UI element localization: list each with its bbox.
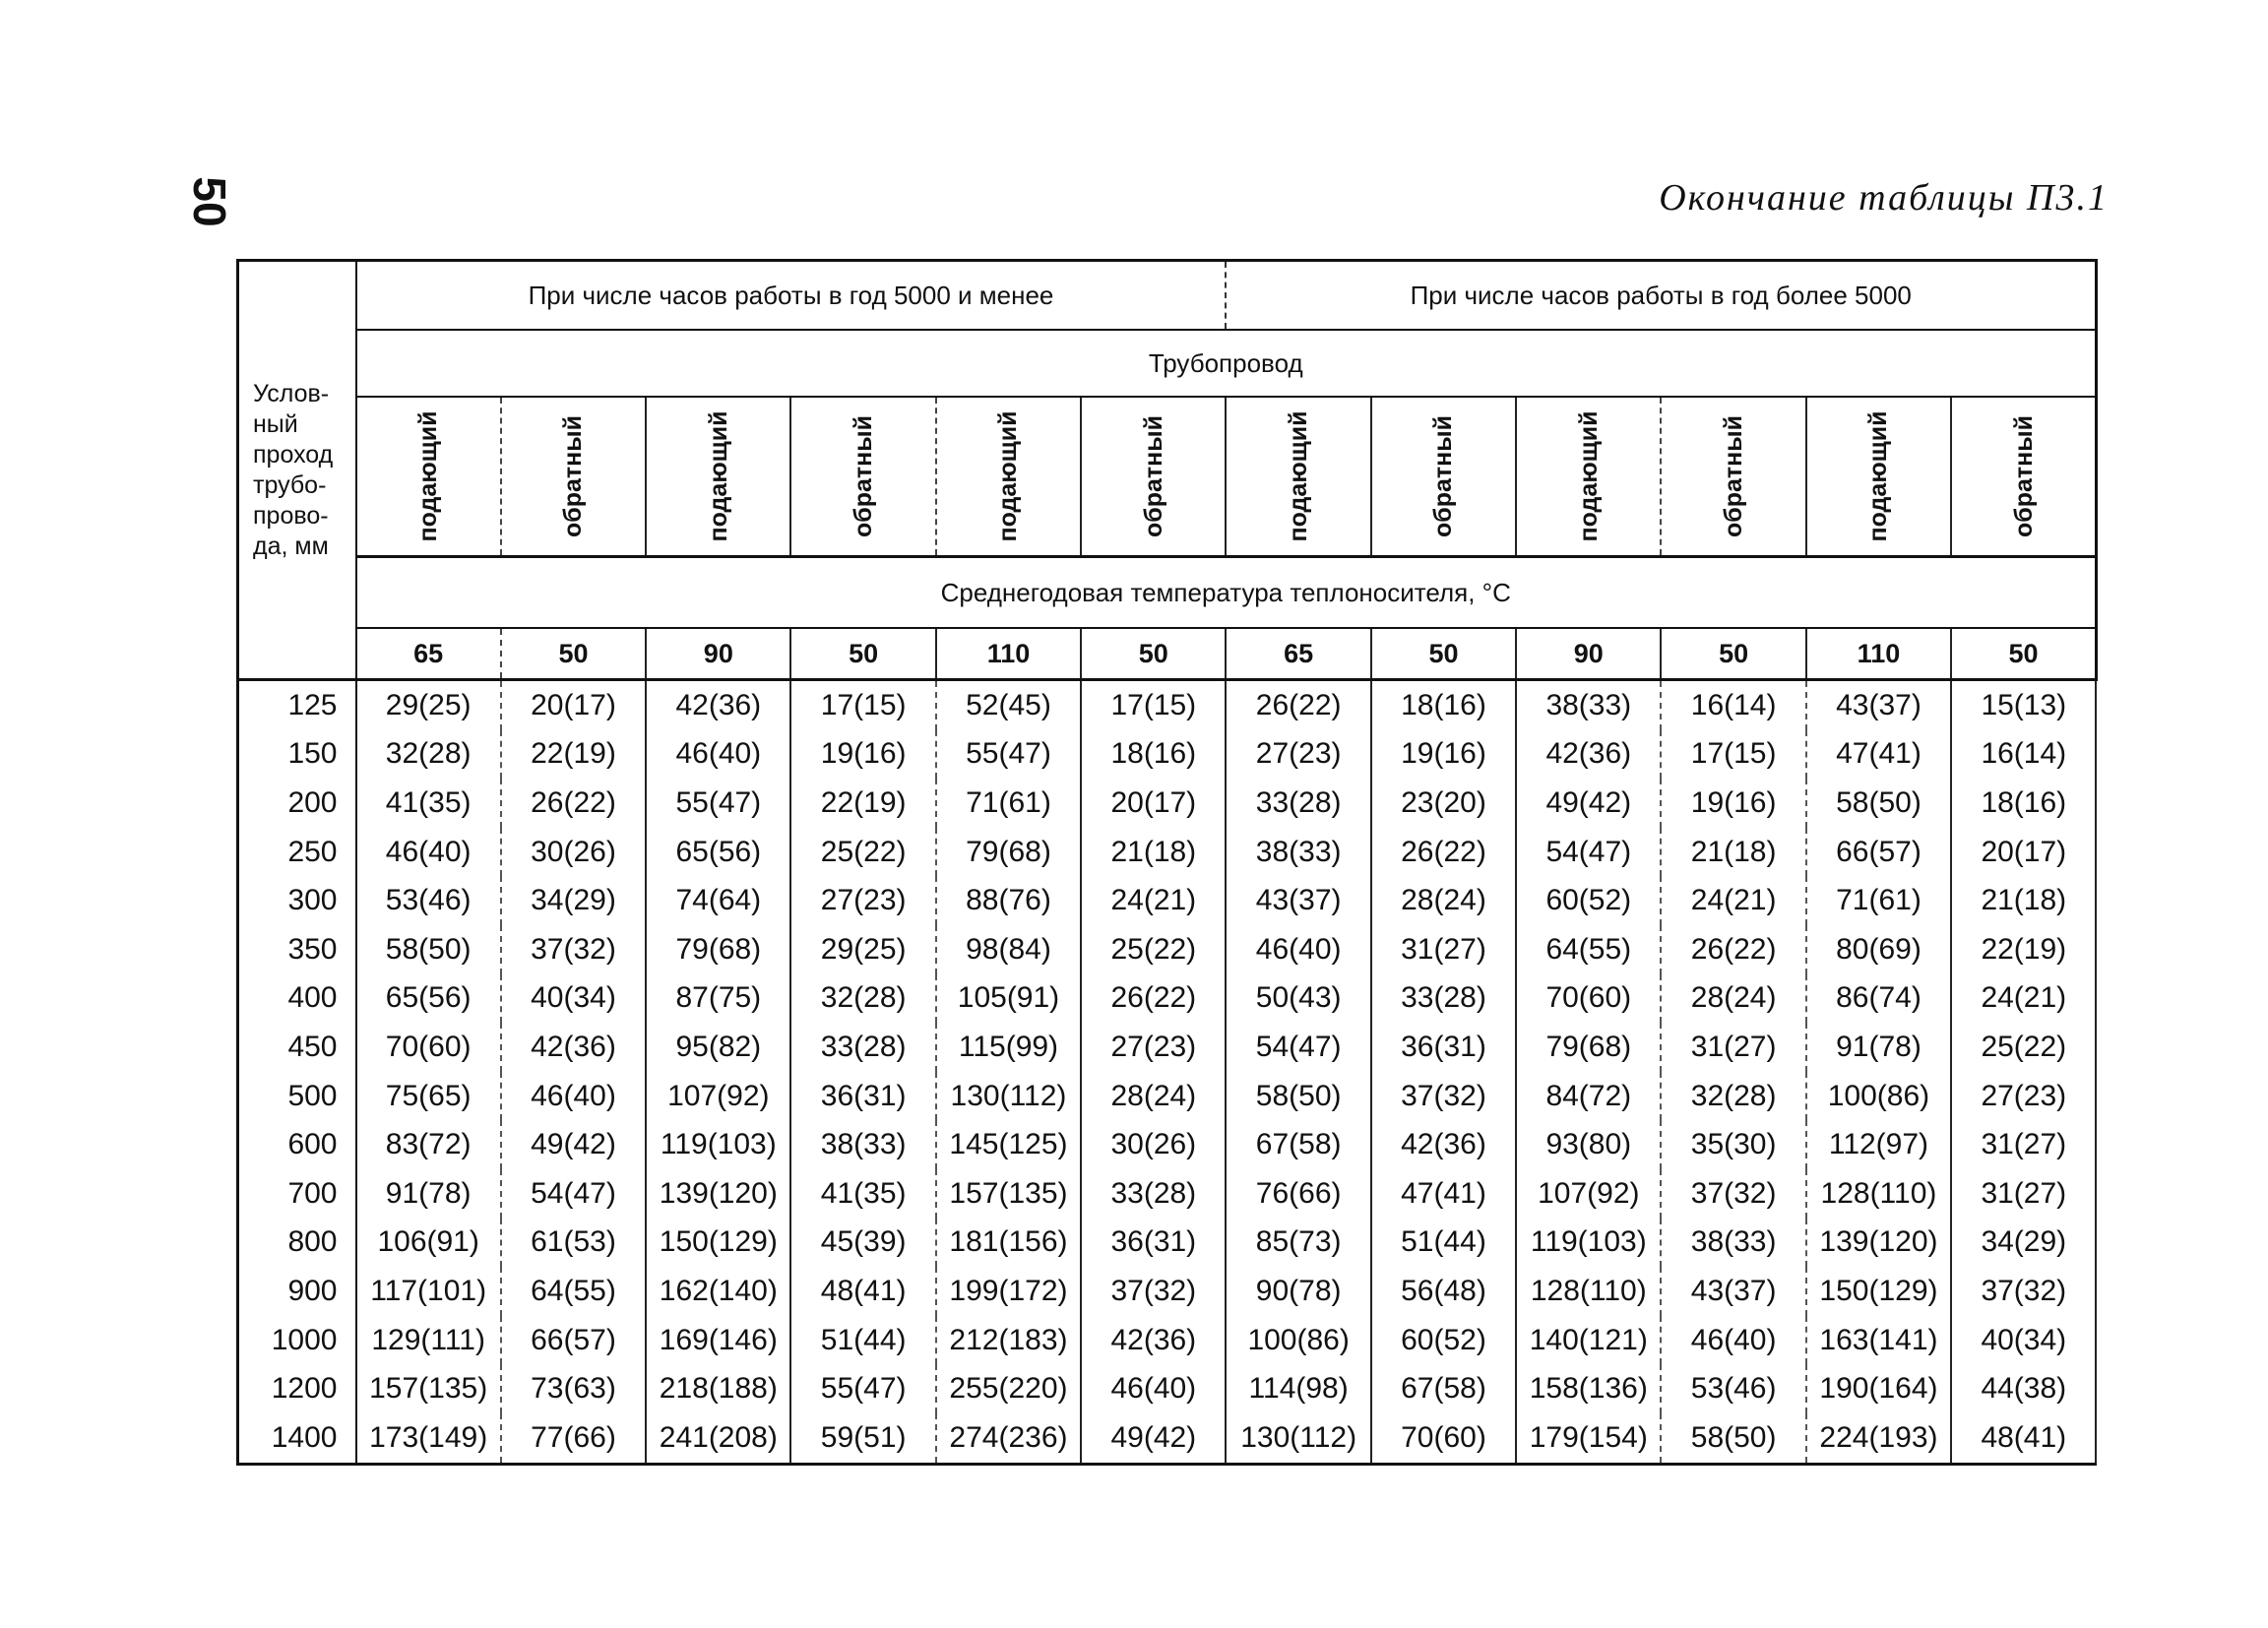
- value-cell: 274(236): [936, 1413, 1081, 1464]
- value-cell: 158(136): [1516, 1364, 1661, 1413]
- value-cell: 44(38): [1951, 1364, 2096, 1413]
- value-cell: 27(23): [1081, 1023, 1226, 1072]
- value-cell: 31(27): [1951, 1169, 2096, 1219]
- value-cell: 90(78): [1226, 1267, 1370, 1316]
- value-cell: 20(17): [1081, 779, 1226, 828]
- nominal-diameter-cell: 900: [238, 1267, 356, 1316]
- value-cell: 66(57): [1806, 828, 1951, 877]
- value-cell: 80(69): [1806, 925, 1951, 974]
- table-row: [238, 828, 2097, 877]
- table-row: [238, 1219, 2097, 1268]
- pipe-label-cell: [1516, 397, 1661, 557]
- temperature-value: 50: [501, 628, 646, 680]
- pipe-label: подающий: [994, 410, 1023, 542]
- value-cell: 139(120): [646, 1169, 790, 1219]
- nominal-diameter-cell: 350: [238, 925, 356, 974]
- value-cell: 18(16): [1081, 730, 1226, 780]
- value-cell: 129(111): [356, 1316, 501, 1365]
- nominal-diameter-cell: 1000: [238, 1316, 356, 1365]
- table-row: [238, 730, 2097, 780]
- pipe-label: обратный: [559, 415, 588, 537]
- table-row: [238, 1267, 2097, 1316]
- value-cell: 51(44): [790, 1316, 935, 1365]
- nominal-diameter-cell: 600: [238, 1120, 356, 1169]
- value-cell: 46(40): [1226, 925, 1370, 974]
- value-cell: 56(48): [1371, 1267, 1516, 1316]
- value-cell: 19(16): [1371, 730, 1516, 780]
- value-cell: 85(73): [1226, 1219, 1370, 1268]
- value-cell: 25(22): [1951, 1023, 2096, 1072]
- value-cell: 28(24): [1661, 974, 1805, 1024]
- pipe-label-row: [238, 397, 2097, 557]
- value-cell: 43(37): [1226, 876, 1370, 925]
- value-cell: 20(17): [501, 680, 646, 730]
- value-cell: 46(40): [646, 730, 790, 780]
- value-cell: 17(15): [790, 680, 935, 730]
- value-cell: 24(21): [1951, 974, 2096, 1024]
- value-cell: 58(50): [1661, 1413, 1805, 1464]
- value-cell: 24(21): [1081, 876, 1226, 925]
- value-cell: 38(33): [1516, 680, 1661, 730]
- value-cell: 31(27): [1371, 925, 1516, 974]
- value-cell: 26(22): [501, 779, 646, 828]
- value-cell: 21(18): [1081, 828, 1226, 877]
- value-cell: 33(28): [1081, 1169, 1226, 1219]
- value-cell: 32(28): [356, 730, 501, 780]
- value-cell: 38(33): [1661, 1219, 1805, 1268]
- nominal-diameter-cell: 125: [238, 680, 356, 730]
- value-cell: 26(22): [1226, 680, 1370, 730]
- value-cell: 30(26): [1081, 1120, 1226, 1169]
- value-cell: 55(47): [936, 730, 1081, 780]
- value-cell: 49(42): [501, 1120, 646, 1169]
- value-cell: 112(97): [1806, 1120, 1951, 1169]
- value-cell: 76(66): [1226, 1169, 1370, 1219]
- value-cell: 43(37): [1806, 680, 1951, 730]
- value-cell: 128(110): [1516, 1267, 1661, 1316]
- heat-loss-table: [236, 259, 2098, 1466]
- value-cell: 64(55): [501, 1267, 646, 1316]
- value-cell: 79(68): [646, 925, 790, 974]
- nominal-diameter-cell: 1400: [238, 1413, 356, 1464]
- value-cell: 150(129): [1806, 1267, 1951, 1316]
- value-cell: 21(18): [1661, 828, 1805, 877]
- nominal-diameter-cell: 200: [238, 779, 356, 828]
- value-cell: 60(52): [1371, 1316, 1516, 1365]
- pipe-label: обратный: [850, 415, 878, 537]
- value-cell: 49(42): [1516, 779, 1661, 828]
- pipe-label: подающий: [1285, 410, 1313, 542]
- value-cell: 40(34): [1951, 1316, 2096, 1365]
- value-cell: 47(41): [1806, 730, 1951, 780]
- temperature-value: 110: [936, 628, 1081, 680]
- value-cell: 18(16): [1951, 779, 2096, 828]
- temperature-value: 50: [1371, 628, 1516, 680]
- group-header-le-5000: При числе часов работы в год 5000 и менее: [356, 261, 1227, 331]
- value-cell: 157(135): [936, 1169, 1081, 1219]
- pipe-label-cell: [646, 397, 790, 557]
- value-cell: 224(193): [1806, 1413, 1951, 1464]
- value-cell: 38(33): [790, 1120, 935, 1169]
- value-cell: 33(28): [1371, 974, 1516, 1024]
- page-number: 50: [184, 176, 235, 227]
- value-cell: 20(17): [1951, 828, 2096, 877]
- stub-header: Услов- ный проход трубо- прово- да, мм: [238, 261, 356, 680]
- pipe-label: обратный: [1139, 415, 1167, 537]
- value-cell: 84(72): [1516, 1072, 1661, 1121]
- value-cell: 162(140): [646, 1267, 790, 1316]
- value-cell: 179(154): [1516, 1413, 1661, 1464]
- value-cell: 70(60): [1371, 1413, 1516, 1464]
- pipe-label-cell: [1951, 397, 2096, 557]
- value-cell: 105(91): [936, 974, 1081, 1024]
- pipe-label: подающий: [1574, 410, 1603, 542]
- value-cell: 71(61): [1806, 876, 1951, 925]
- value-cell: 169(146): [646, 1316, 790, 1365]
- value-cell: 22(19): [501, 730, 646, 780]
- value-cell: 173(149): [356, 1413, 501, 1464]
- value-cell: 27(23): [1226, 730, 1370, 780]
- value-cell: 46(40): [501, 1072, 646, 1121]
- value-cell: 35(30): [1661, 1120, 1805, 1169]
- table-row: [238, 680, 2097, 730]
- pipe-label-cell: [356, 397, 501, 557]
- temperature-value: 90: [646, 628, 790, 680]
- temperature-value: 90: [1516, 628, 1661, 680]
- value-cell: 128(110): [1806, 1169, 1951, 1219]
- pipe-label-cell: [1081, 397, 1226, 557]
- pipe-label-cell: [1806, 397, 1951, 557]
- nominal-diameter-cell: 250: [238, 828, 356, 877]
- pipe-label: обратный: [1429, 415, 1458, 537]
- nominal-diameter-cell: 150: [238, 730, 356, 780]
- value-cell: 71(61): [936, 779, 1081, 828]
- value-cell: 106(91): [356, 1219, 501, 1268]
- value-cell: 255(220): [936, 1364, 1081, 1413]
- value-cell: 83(72): [356, 1120, 501, 1169]
- nominal-diameter-cell: 450: [238, 1023, 356, 1072]
- value-cell: 26(22): [1661, 925, 1805, 974]
- value-cell: 93(80): [1516, 1120, 1661, 1169]
- value-cell: 55(47): [646, 779, 790, 828]
- value-cell: 25(22): [1081, 925, 1226, 974]
- value-cell: 40(34): [501, 974, 646, 1024]
- value-cell: 91(78): [356, 1169, 501, 1219]
- table-body: [238, 680, 2097, 1465]
- value-cell: 54(47): [501, 1169, 646, 1219]
- value-cell: 241(208): [646, 1413, 790, 1464]
- value-cell: 32(28): [1661, 1072, 1805, 1121]
- nominal-diameter-cell: 300: [238, 876, 356, 925]
- value-cell: 117(101): [356, 1267, 501, 1316]
- value-cell: 23(20): [1371, 779, 1516, 828]
- value-cell: 55(47): [790, 1364, 935, 1413]
- value-cell: 98(84): [936, 925, 1081, 974]
- value-cell: 181(156): [936, 1219, 1081, 1268]
- table-row: [238, 925, 2097, 974]
- pipe-label: обратный: [1720, 415, 1748, 537]
- value-cell: 79(68): [1516, 1023, 1661, 1072]
- table-row: [238, 876, 2097, 925]
- value-cell: 27(23): [790, 876, 935, 925]
- value-cell: 32(28): [790, 974, 935, 1024]
- nominal-diameter-cell: 500: [238, 1072, 356, 1121]
- pipe-label-cell: [501, 397, 646, 557]
- table-row: [238, 1120, 2097, 1169]
- value-cell: 37(32): [1951, 1267, 2096, 1316]
- value-cell: 28(24): [1081, 1072, 1226, 1121]
- value-cell: 42(36): [1081, 1316, 1226, 1365]
- nominal-diameter-cell: 1200: [238, 1364, 356, 1413]
- value-cell: 86(74): [1806, 974, 1951, 1024]
- value-cell: 54(47): [1516, 828, 1661, 877]
- value-cell: 15(13): [1951, 680, 2096, 730]
- value-cell: 77(66): [501, 1413, 646, 1464]
- value-cell: 26(22): [1371, 828, 1516, 877]
- value-cell: 65(56): [356, 974, 501, 1024]
- value-cell: 95(82): [646, 1023, 790, 1072]
- value-cell: 87(75): [646, 974, 790, 1024]
- value-cell: 130(112): [936, 1072, 1081, 1121]
- value-cell: 24(21): [1661, 876, 1805, 925]
- value-cell: 119(103): [646, 1120, 790, 1169]
- value-cell: 52(45): [936, 680, 1081, 730]
- value-cell: 64(55): [1516, 925, 1661, 974]
- value-cell: 58(50): [356, 925, 501, 974]
- value-cell: 190(164): [1806, 1364, 1951, 1413]
- value-cell: 100(86): [1226, 1316, 1370, 1365]
- temperature-value: 50: [1081, 628, 1226, 680]
- value-cell: 61(53): [501, 1219, 646, 1268]
- value-cell: 47(41): [1371, 1169, 1516, 1219]
- value-cell: 59(51): [790, 1413, 935, 1464]
- value-cell: 34(29): [1951, 1219, 2096, 1268]
- value-cell: 46(40): [356, 828, 501, 877]
- value-cell: 107(92): [646, 1072, 790, 1121]
- value-cell: 25(22): [790, 828, 935, 877]
- value-cell: 60(52): [1516, 876, 1661, 925]
- value-cell: 140(121): [1516, 1316, 1661, 1365]
- value-cell: 34(29): [501, 876, 646, 925]
- value-cell: 33(28): [1226, 779, 1370, 828]
- value-cell: 37(32): [1081, 1267, 1226, 1316]
- value-cell: 36(31): [1371, 1023, 1516, 1072]
- value-cell: 75(65): [356, 1072, 501, 1121]
- pipe-label-cell: [1661, 397, 1805, 557]
- value-cell: 16(14): [1661, 680, 1805, 730]
- value-cell: 212(183): [936, 1316, 1081, 1365]
- value-cell: 54(47): [1226, 1023, 1370, 1072]
- temperature-row: [238, 628, 2097, 680]
- value-cell: 48(41): [1951, 1413, 2096, 1464]
- value-cell: 51(44): [1371, 1219, 1516, 1268]
- value-cell: 67(58): [1226, 1120, 1370, 1169]
- value-cell: 91(78): [1806, 1023, 1951, 1072]
- value-cell: 36(31): [790, 1072, 935, 1121]
- pipe-label: подающий: [704, 410, 732, 542]
- value-cell: 150(129): [646, 1219, 790, 1268]
- temperature-header: Среднегодовая температура теплоносителя, °С: [356, 557, 2097, 629]
- table-row: [238, 1413, 2097, 1464]
- value-cell: 49(42): [1081, 1413, 1226, 1464]
- value-cell: 27(23): [1951, 1072, 2096, 1121]
- value-cell: 199(172): [936, 1267, 1081, 1316]
- value-cell: 163(141): [1806, 1316, 1951, 1365]
- value-cell: 22(19): [790, 779, 935, 828]
- temperature-value: 50: [1951, 628, 2096, 680]
- value-cell: 37(32): [1661, 1169, 1805, 1219]
- table-header: [238, 261, 2097, 680]
- value-cell: 36(31): [1081, 1219, 1226, 1268]
- nominal-diameter-cell: 400: [238, 974, 356, 1024]
- value-cell: 157(135): [356, 1364, 501, 1413]
- temperature-value: 65: [1226, 628, 1370, 680]
- value-cell: 41(35): [356, 779, 501, 828]
- value-cell: 29(25): [356, 680, 501, 730]
- value-cell: 22(19): [1951, 925, 2096, 974]
- value-cell: 28(24): [1371, 876, 1516, 925]
- value-cell: 53(46): [1661, 1364, 1805, 1413]
- value-cell: 19(16): [1661, 779, 1805, 828]
- value-cell: 45(39): [790, 1219, 935, 1268]
- value-cell: 42(36): [1371, 1120, 1516, 1169]
- nominal-diameter-cell: 700: [238, 1169, 356, 1219]
- value-cell: 42(36): [1516, 730, 1661, 780]
- value-cell: 58(50): [1226, 1072, 1370, 1121]
- pipe-label-cell: [936, 397, 1081, 557]
- temperature-value: 65: [356, 628, 501, 680]
- value-cell: 37(32): [1371, 1072, 1516, 1121]
- table-row: [238, 1364, 2097, 1413]
- group-header-gt-5000: При числе часов работы в год более 5000: [1226, 261, 2096, 331]
- value-cell: 37(32): [501, 925, 646, 974]
- value-cell: 21(18): [1951, 876, 2096, 925]
- pipe-label-cell: [1371, 397, 1516, 557]
- value-cell: 50(43): [1226, 974, 1370, 1024]
- value-cell: 73(63): [501, 1364, 646, 1413]
- value-cell: 42(36): [646, 680, 790, 730]
- value-cell: 145(125): [936, 1120, 1081, 1169]
- table-row: [238, 1023, 2097, 1072]
- table-row: [238, 1169, 2097, 1219]
- table-caption: Окончание таблицы П3.1: [1659, 177, 2109, 219]
- table-row: [238, 974, 2097, 1024]
- pipe-label: обратный: [2009, 415, 2038, 537]
- value-cell: 114(98): [1226, 1364, 1370, 1413]
- value-cell: 88(76): [936, 876, 1081, 925]
- temperature-value: 50: [1661, 628, 1805, 680]
- pipe-label: подающий: [414, 410, 443, 542]
- temperature-value: 50: [790, 628, 935, 680]
- table-row: [238, 1072, 2097, 1121]
- value-cell: 70(60): [356, 1023, 501, 1072]
- value-cell: 100(86): [1806, 1072, 1951, 1121]
- value-cell: 70(60): [1516, 974, 1661, 1024]
- value-cell: 17(15): [1661, 730, 1805, 780]
- value-cell: 29(25): [790, 925, 935, 974]
- value-cell: 46(40): [1081, 1364, 1226, 1413]
- value-cell: 74(64): [646, 876, 790, 925]
- value-cell: 42(36): [501, 1023, 646, 1072]
- value-cell: 119(103): [1516, 1219, 1661, 1268]
- value-cell: 58(50): [1806, 779, 1951, 828]
- value-cell: 53(46): [356, 876, 501, 925]
- value-cell: 67(58): [1371, 1364, 1516, 1413]
- value-cell: 26(22): [1081, 974, 1226, 1024]
- nominal-diameter-cell: 800: [238, 1219, 356, 1268]
- value-cell: 107(92): [1516, 1169, 1661, 1219]
- value-cell: 48(41): [790, 1267, 935, 1316]
- value-cell: 38(33): [1226, 828, 1370, 877]
- value-cell: 66(57): [501, 1316, 646, 1365]
- value-cell: 18(16): [1371, 680, 1516, 730]
- pipe-label-cell: [790, 397, 935, 557]
- value-cell: 115(99): [936, 1023, 1081, 1072]
- value-cell: 65(56): [646, 828, 790, 877]
- value-cell: 139(120): [1806, 1219, 1951, 1268]
- table-row: [238, 1316, 2097, 1365]
- value-cell: 33(28): [790, 1023, 935, 1072]
- value-cell: 218(188): [646, 1364, 790, 1413]
- pipeline-header: Трубопровод: [356, 330, 2097, 397]
- pipe-label: подающий: [1864, 410, 1893, 542]
- value-cell: 30(26): [501, 828, 646, 877]
- value-cell: 43(37): [1661, 1267, 1805, 1316]
- value-cell: 79(68): [936, 828, 1081, 877]
- value-cell: 130(112): [1226, 1413, 1370, 1464]
- value-cell: 31(27): [1661, 1023, 1805, 1072]
- value-cell: 31(27): [1951, 1120, 2096, 1169]
- temperature-value: 110: [1806, 628, 1951, 680]
- value-cell: 41(35): [790, 1169, 935, 1219]
- value-cell: 17(15): [1081, 680, 1226, 730]
- value-cell: 19(16): [790, 730, 935, 780]
- value-cell: 16(14): [1951, 730, 2096, 780]
- table-row: [238, 779, 2097, 828]
- value-cell: 46(40): [1661, 1316, 1805, 1365]
- pipe-label-cell: [1226, 397, 1370, 557]
